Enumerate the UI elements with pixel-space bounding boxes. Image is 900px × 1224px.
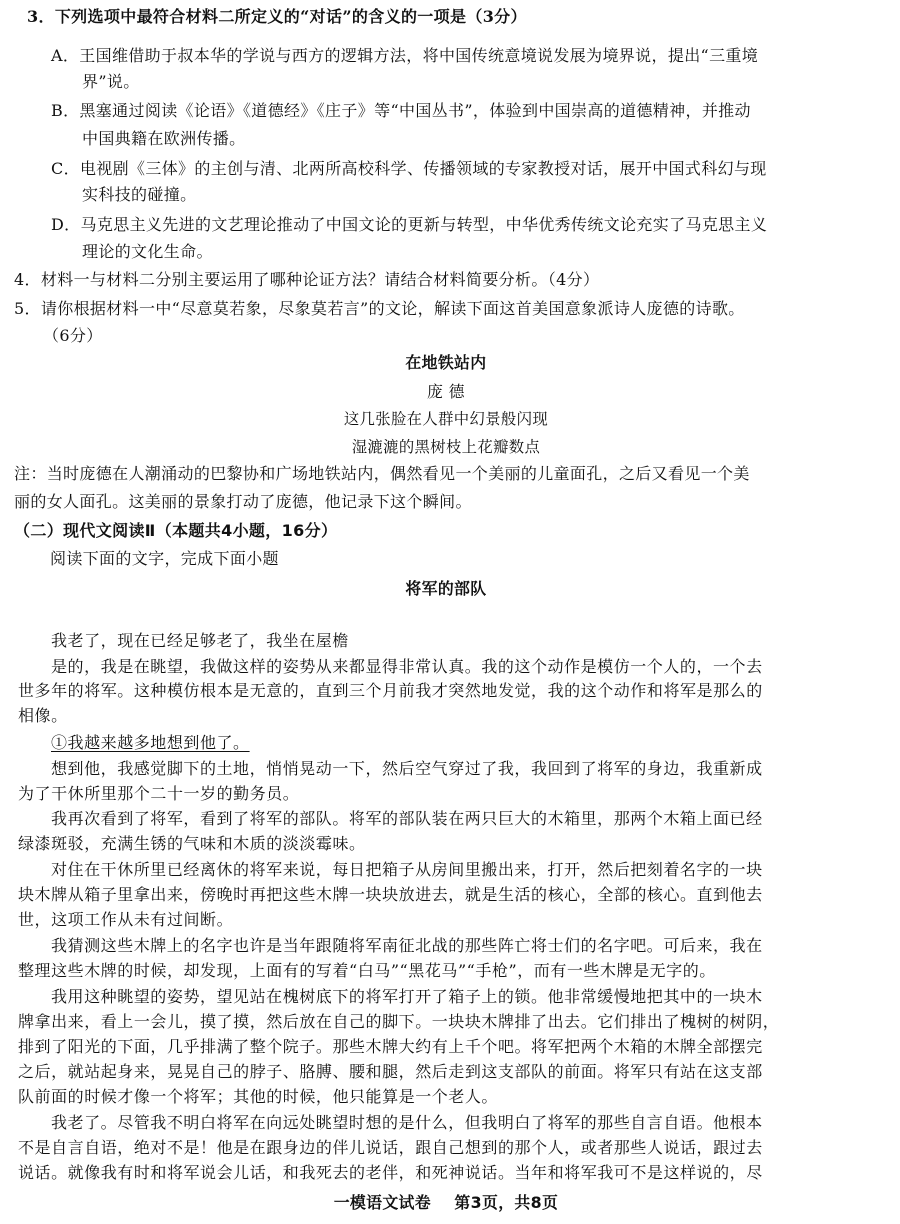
story-line: 我老了。尽管我不明白将军在向远处眺望时想的是什么，但我明白了将军的那些自言自语。他根本: [51, 1113, 763, 1132]
poem-author: 庞 德: [427, 382, 465, 401]
story-line: 绿漆斑驳，充满生锈的气味和木质的淡淡霉味。: [18, 834, 366, 853]
story-line: 说话。就像我有时和将军说会儿话，和我死去的老伴，和死神说话。当年和将军我可不是这样说的，尽: [18, 1163, 763, 1182]
story-title: 将军的部队: [405, 579, 487, 598]
page-footer: 一模语文试卷 第3页，共8页: [333, 1193, 559, 1212]
story-line: 世多年的将军。这种模仿根本是无意的，直到三个月前我才突然地发觉，我的这个动作和将军是那么的: [18, 681, 763, 700]
poem-line-2: 湿漉漉的黑树枝上花瓣数点: [351, 438, 541, 456]
story-line: 牌拿出来，看上一会儿，摸了摸，然后放在自己的脚下。一块块木牌排了出去。它们排出了槐树的树阴，: [18, 1012, 780, 1031]
story-line: 世，这项工作从未有过间断。: [18, 910, 234, 929]
story-line: 整理这些木牌的时候，却发现，上面有的写着“白马”“黑花马”“手枪”，而有一些木牌是无字的。: [18, 961, 716, 980]
option-a-line-1: A．王国维借助于叔本华的学说与西方的逻辑方法，将中国传统意境说发展为境界说，提出“三重境: [51, 46, 759, 65]
option-d-line-1: D．马克思主义先进的文艺理论推动了中国文论的更新与转型，中华优秀传统文论充实了马克思主义: [51, 215, 768, 234]
option-d-line-2: 理论的文化生命。: [82, 242, 213, 261]
story-line: 相像。: [18, 706, 68, 725]
story-line: 之后，就站起身来，晃晃自己的脖子、胳膊、腰和腿，然后走到这支部队的前面。将军只有站在这支部: [18, 1062, 763, 1081]
story-line: 排到了阳光的下面，几乎排满了整个院子。那些木牌大约有上千个吧。将军把两个木箱的木牌全部摆完: [18, 1037, 763, 1056]
option-c-line-1: C．电视剧《三体》的主创与清、北两所高校科学、传播领域的专家教授对话，展开中国式科幻与现: [51, 159, 767, 178]
poem-title: 在地铁站内: [405, 353, 487, 372]
poem-line-1: 这几张脸在人群中幻景般闪现: [343, 410, 549, 428]
section-2-instruction: 阅读下面的文字，完成下面小题: [50, 549, 279, 568]
question-3-stem: 3．下列选项中最符合材料二所定义的“对话”的含义的一项是（3分）: [27, 7, 527, 26]
story-line: 是的，我是在眺望，我做这样的姿势从来都显得非常认真。我的这个动作是模仿一个人的，一个去: [51, 657, 763, 676]
question-4: 4．材料一与材料二分别主要运用了哪种论证方法？请结合材料简要分析。（4分）: [14, 270, 600, 289]
story-line: 我猜测这些木牌上的名字也许是当年跟随将军南征北战的那些阵亡将士们的名字吧。可后来，我在: [51, 936, 763, 955]
story-line: 队前面的时候才像一个将军；其他的时候，他只能算是一个老人。: [18, 1087, 498, 1106]
option-b-line-2: 中国典籍在欧洲传播。: [82, 129, 246, 148]
story-line: 我老了，现在已经足够老了，我坐在屋檐: [51, 631, 349, 650]
poem-note-line-2: 丽的女人面孔。这美丽的景象打动了庞德，他记录下这个瞬间。: [14, 492, 472, 511]
question-5-line-1: 5．请你根据材料一中“尽意莫若象，尽象莫若言”的文论，解读下面这首美国意象派诗人庞德的诗歌。: [14, 299, 745, 318]
option-b-line-1: B．黑塞通过阅读《论语》《道德经》《庄子》等“中国丛书”，体验到中国崇高的道德精神，并推动: [51, 101, 751, 120]
story-line: 不是自言自语，绝对不是！他是在跟身边的伴儿说话，跟自己想到的那个人，或者那些人说话，跟过去: [18, 1138, 763, 1157]
poem-note-line-1: 注：当时庞德在人潮涌动的巴黎协和广场地铁站内，偶然看见一个美丽的儿童面孔，之后又看见一个美: [14, 464, 750, 483]
story-line: 我用这种眺望的姿势，望见站在槐树底下的将军打开了箱子上的锁。他非常缓慢地把其中的一块木: [51, 987, 763, 1006]
story-underlined-sentence-1: ①我越来越多地想到他了。: [51, 733, 250, 752]
question-5-line-2: （6分）: [43, 326, 103, 345]
option-a-line-2: 界”说。: [82, 72, 140, 91]
story-line: 为了干休所里那个二十一岁的勤务员。: [18, 784, 300, 803]
story-line: 我再次看到了将军，看到了将军的部队。将军的部队装在两只巨大的木箱里，那两个木箱上面已经: [51, 809, 763, 828]
option-c-line-2: 实科技的碰撞。: [82, 185, 197, 204]
story-line: 想到他，我感觉脚下的土地，悄悄晃动一下，然后空气穿过了我，我回到了将军的身边，我重新成: [51, 759, 763, 778]
story-line: 块木牌从箱子里拿出来，傍晚时再把这些木牌一块块放进去，就是生活的核心，全部的核心。直到他去: [18, 885, 763, 904]
section-2-heading: （二）现代文阅读Ⅱ（本题共4小题，16分）: [14, 521, 338, 540]
story-line: 对住在干休所里已经离休的将军来说，每日把箱子从房间里搬出来，打开，然后把刻着名字的一块: [51, 860, 763, 879]
